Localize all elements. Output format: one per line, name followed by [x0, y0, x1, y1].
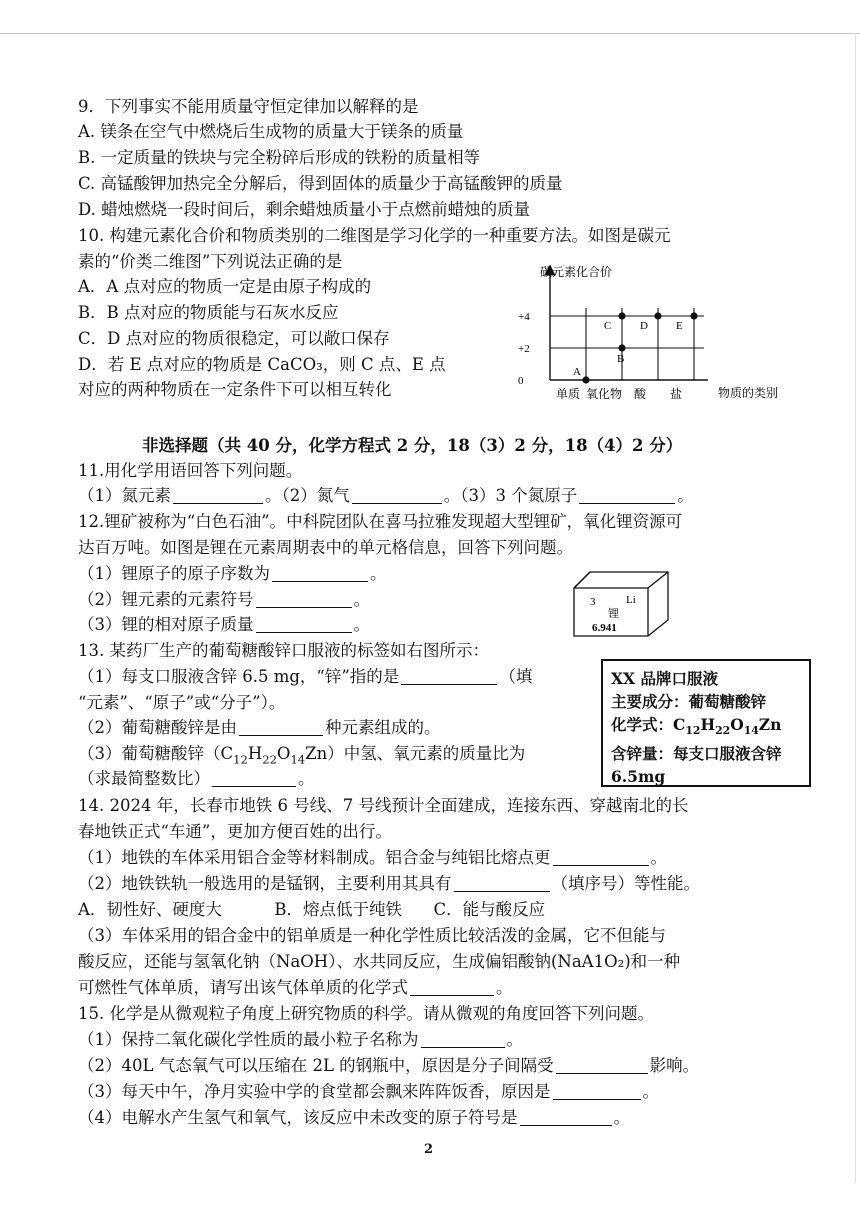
x-tick-label: 氧化物: [585, 387, 623, 401]
q11-blank-2[interactable]: [352, 487, 442, 504]
q12-p3-end: 。: [353, 615, 370, 634]
point-C: [618, 312, 625, 319]
valence-category-chart: [512, 260, 792, 410]
q12-p3-text: （3）锂的相对原子质量: [78, 615, 254, 634]
q14-part-3-a: （3）车体采用的铝合金中的铝单质是一种化学性质比较活泼的金属，它不但能与: [78, 926, 666, 945]
q14-p3-end: 。: [496, 978, 513, 997]
q10-option-a: A．A 点对应的物质一定是由原子构成的: [78, 277, 372, 296]
y-tick-labels: [518, 311, 530, 387]
q13-p3-note: （求最简整数比）: [78, 769, 210, 788]
q13-p3-tail: ）中氢、氧元素的质量比为: [327, 744, 526, 763]
x-axis-title: 物质的类别: [718, 386, 779, 400]
point-label-A: A: [573, 366, 581, 378]
point-label-C: C: [604, 320, 612, 332]
q15-blank-4[interactable]: [520, 1109, 612, 1126]
q15-blank-2[interactable]: [556, 1057, 648, 1074]
q12-p1-end: 。: [370, 564, 387, 583]
q13-blank-3[interactable]: [212, 770, 296, 787]
lithium-element-cell: [570, 570, 670, 640]
q9-option-b: B. 一定质量的铁块与完全粉碎后形成的铁粉的质量相等: [78, 148, 481, 167]
point-E: [690, 312, 697, 319]
q12-p2-end: 。: [353, 590, 370, 609]
label-zinc-amount: 6.5mg: [611, 767, 666, 787]
label-brand: XX 品牌口服液: [611, 669, 718, 688]
q13-p1-tail: （填: [499, 667, 533, 686]
q10-stem-2: 素的“价类二维图”下列说法正确的是: [78, 252, 343, 271]
q13-p3-text: （3）葡萄糖酸锌（C: [78, 744, 234, 763]
element-symbol: Li: [626, 594, 636, 606]
atomic-number: 3: [590, 596, 596, 608]
q13-p1-text: （1）每支口服液含锌 6.5 mg，“锌”指的是: [78, 667, 400, 686]
q14-p3-text: 可燃性气体单质，请写出该气体单质的化学式: [78, 978, 408, 997]
q14-part-2: [78, 871, 700, 896]
formula-h: H: [247, 744, 263, 763]
q13-part-2: [78, 715, 441, 740]
q12-stem-1: 12.锂矿被称为“白色石油”。中科院团队在喜马拉雅发现超大型锂矿，氧化锂资源可: [78, 512, 683, 531]
label-sub-o: 14: [743, 724, 759, 738]
formula-zn: Zn: [305, 744, 328, 763]
q10-option-d-1: D．若 E 点对应的物质是 CaCO₃，则 C 点、E 点: [78, 355, 446, 374]
q13-p2-text: （2）葡萄糖酸锌是由: [78, 718, 237, 737]
q15-stem: 15. 化学是从微观粒子角度上研究物质的科学。请从微观的角度回答下列问题。: [78, 1004, 654, 1023]
q12-blank-3[interactable]: [256, 616, 352, 633]
oral-liquid-label: [601, 659, 811, 787]
q15-part-3: [78, 1079, 659, 1104]
q14-part-3-c: [78, 975, 513, 1000]
point-B: [618, 344, 625, 351]
atomic-mass: 6.941: [592, 622, 617, 634]
q9-option-d: D. 蜡烛燃烧一段时间后，剩余蜡烛质量小于点燃前蜡烛的质量: [78, 200, 531, 219]
q14-stem-2: 春地铁正式“车通”，更加方便百姓的出行。: [78, 822, 392, 841]
q14-p1-text: （1）地铁的车体采用铝合金等材料制成。铝合金与纯铝比熔点更: [78, 848, 551, 867]
q11-p1-end: 。（2）氮气: [265, 486, 350, 505]
y-tick-label: +4: [518, 311, 530, 323]
label-o: O: [730, 715, 744, 734]
label-zinc-content: 含锌量：每支口服液含锌: [611, 744, 782, 764]
label-formula-prefix: 化学式：C: [611, 715, 686, 734]
q12-p1-text: （1）锂原子的原子序数为: [78, 564, 270, 583]
q15-blank-1[interactable]: [421, 1031, 505, 1048]
q11-p2-end: 。（3）3 个氮原子: [443, 486, 578, 505]
formula-sub-c: 12: [233, 752, 248, 767]
label-ingredient: 主要成分：葡萄糖酸锌: [611, 692, 767, 711]
q14-part-3-b: 酸反应，还能与氢氧化钠（NaOH）、水共同反应，生成偏铝酸钠(NaA1O₂)和一种: [78, 952, 681, 971]
q12-stem-2: 达百万吨。如图是锂在元素周期表中的单元格信息，回答下列问题。: [78, 538, 573, 557]
q13-p2-tail: 种元素组成的。: [325, 718, 441, 737]
q12-blank-1[interactable]: [272, 565, 368, 582]
element-name: 锂: [608, 608, 619, 620]
q15-p2-tail: 影响。: [649, 1056, 700, 1075]
q14-blank-2[interactable]: [454, 875, 550, 892]
y-tick-label: 0: [518, 375, 524, 387]
q15-p3-text: （3）每天中午，净月实验中学的食堂都会飘来阵阵饭香，原因是: [78, 1082, 551, 1101]
q12-part-1: [78, 561, 387, 586]
y-tick-label: +2: [518, 343, 530, 355]
y-axis-title: 碳元素化合价: [540, 265, 613, 279]
q9-option-c: C. 高锰酸钾加热完全分解后，得到固体的质量少于高锰酸钾的质量: [78, 174, 563, 193]
q10-option-d-2: 对应的两种物质在一定条件下可以相互转化: [78, 380, 392, 399]
q10-option-c: C．D 点对应的物质很稳定，可以敞口保存: [78, 329, 390, 348]
label-sub-c: 12: [685, 724, 701, 738]
x-tick-labels: [556, 386, 682, 401]
x-tick-label: 盐: [669, 387, 683, 401]
q12-part-2: [78, 587, 370, 612]
q9-stem: 9．下列事实不能用质量守恒定律加以解释的是: [78, 97, 419, 116]
q11-parts: [78, 483, 694, 508]
label-zn: Zn: [758, 715, 782, 734]
q11-p1-text: （1）氮元素: [78, 486, 171, 505]
q13-blank-1[interactable]: [401, 668, 497, 685]
q13-blank-2[interactable]: [239, 719, 323, 736]
q14-stem-1: 14. 2024 年，长春市地铁 6 号线、7 号线预计全面建成，连接东西、穿越南北的长: [78, 796, 689, 815]
q15-p3-end: 。: [642, 1082, 659, 1101]
label-formula: [611, 713, 801, 742]
q15-p1-text: （1）保持二氧化碳化学性质的最小粒子名称为: [78, 1030, 419, 1049]
q12-part-3: [78, 612, 370, 637]
q13-part-1-options: “元素”、“原子”或“分子”）。: [78, 693, 286, 712]
q15-p2-text: （2）40L 气态氧气可以压缩在 2L 的钢瓶中，原因是分子间隔受: [78, 1056, 554, 1075]
q15-p4-end: 。: [613, 1108, 630, 1127]
q15-part-1: [78, 1027, 523, 1052]
point-D: [654, 312, 661, 319]
q14-blank-1[interactable]: [553, 849, 649, 866]
q10-stem-1: 10. 构建元素化合价和物质类别的二维图是学习化学的一种重要方法。如图是碳元: [78, 226, 671, 245]
q14-p1-end: 。: [650, 848, 667, 867]
x-tick-label: 单质: [555, 387, 581, 401]
page-top-edge: [0, 33, 860, 34]
q11-stem: 11.用化学用语回答下列问题。: [78, 461, 303, 480]
point-label-E: E: [676, 320, 683, 332]
q12-p2-text: （2）锂元素的元素符号: [78, 590, 254, 609]
q14-p2-text: （2）地铁铁轨一般选用的是锰钢，主要利用其具有: [78, 874, 452, 893]
point-label-B: B: [617, 353, 625, 365]
q15-part-2: [78, 1053, 699, 1078]
q10-option-b: B．B 点对应的物质能与石灰水反应: [78, 303, 339, 322]
formula-sub-h: 22: [262, 752, 277, 767]
x-tick-label: 酸: [633, 387, 647, 401]
point-label-D: D: [640, 320, 648, 332]
page-right-edge: [855, 33, 856, 1183]
q13-stem: 13. 某药厂生产的葡萄糖酸锌口服液的标签如右图所示：: [78, 641, 489, 660]
q15-p1-end: 。: [506, 1030, 523, 1049]
q9-option-a: A. 镁条在空气中燃烧后生成物的质量大于镁条的质量: [78, 122, 464, 141]
q12-blank-2[interactable]: [256, 591, 352, 608]
q13-part-1: [78, 664, 532, 689]
section-title: 非选择题（共 40 分，化学方程式 2 分，18（3）2 分，18（4）2 分）: [142, 436, 683, 455]
formula-sub-o: 14: [290, 752, 306, 767]
label-sub-h: 22: [715, 724, 731, 738]
q15-part-4: [78, 1105, 630, 1130]
q13-part-3-cont: [78, 766, 315, 791]
q14-p2-tail: （填序号）等性能。: [551, 874, 700, 893]
q14-blank-3[interactable]: [410, 979, 494, 996]
label-h: H: [700, 715, 716, 734]
q15-p4-text: （4）电解水产生氢气和氧气，该反应中未改变的原子符号是: [78, 1108, 518, 1127]
point-A: [582, 376, 589, 383]
q11-blank-3[interactable]: [579, 487, 675, 504]
q14-options: A．韧性好、硬度大 B．熔点低于纯铁 C．能与酸反应: [78, 900, 546, 919]
q11-p3-end: 。: [677, 486, 694, 505]
q13-p3-end: 。: [298, 769, 315, 788]
q11-blank-1[interactable]: [173, 487, 263, 504]
q14-part-1: [78, 845, 667, 870]
q15-blank-3[interactable]: [553, 1083, 641, 1100]
formula-o: O: [276, 744, 291, 763]
page-number: 2: [424, 1142, 434, 1157]
